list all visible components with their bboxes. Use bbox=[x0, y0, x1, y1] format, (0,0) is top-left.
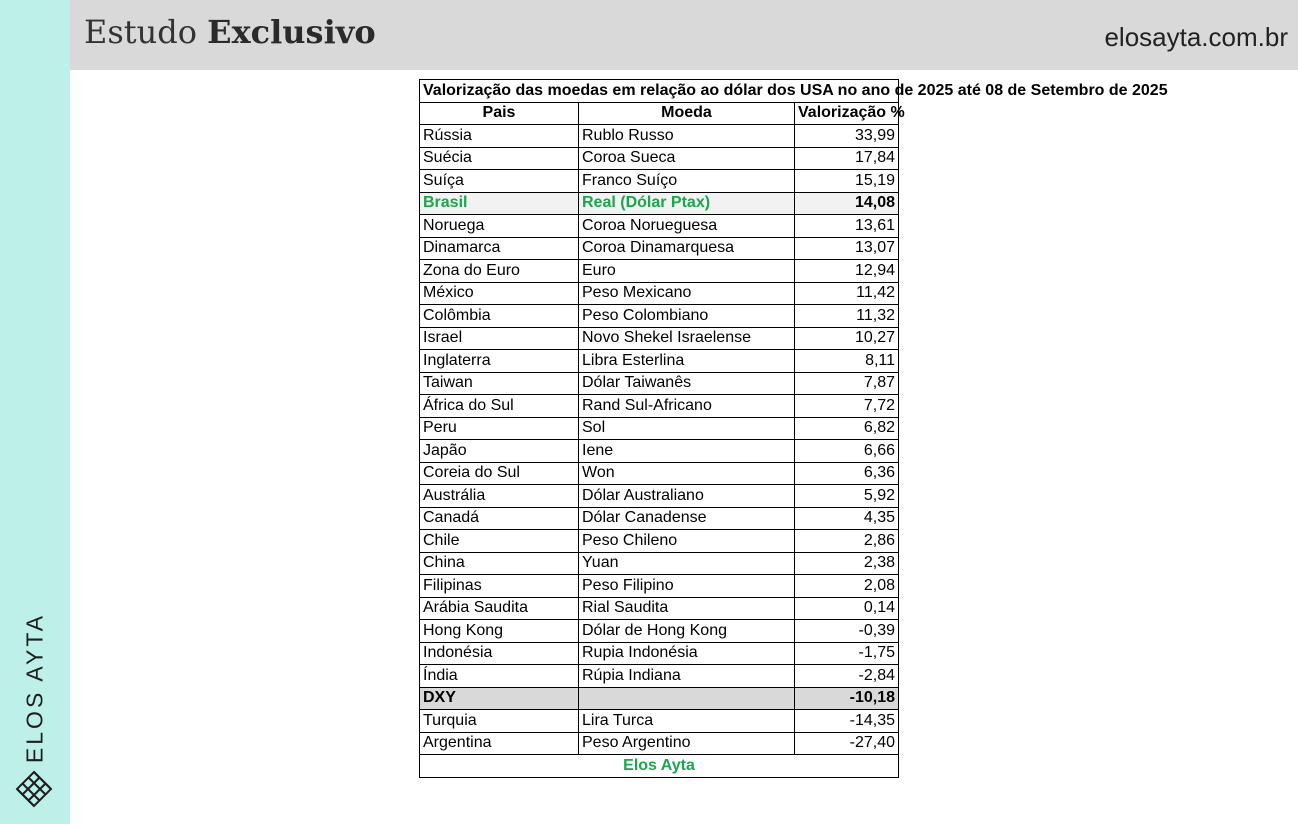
cell-valorizacao: 10,27 bbox=[795, 327, 899, 350]
cell-pais: Indonésia bbox=[420, 642, 579, 665]
cell-pais: Argentina bbox=[420, 732, 579, 755]
cell-valorizacao: 5,92 bbox=[795, 485, 899, 508]
table-row bbox=[420, 237, 899, 260]
cell-valorizacao: 11,32 bbox=[795, 305, 899, 328]
cell-valorizacao: -1,75 bbox=[795, 642, 899, 665]
cell-pais: Zona do Euro bbox=[420, 260, 579, 283]
table-row bbox=[420, 192, 899, 215]
table-row bbox=[420, 485, 899, 508]
table-row bbox=[420, 732, 899, 755]
cell-pais: Suécia bbox=[420, 147, 579, 170]
table-row bbox=[420, 620, 899, 643]
cell-pais: DXY bbox=[420, 687, 579, 710]
table-row bbox=[420, 530, 899, 553]
table-row bbox=[420, 170, 899, 193]
cell-valorizacao: -14,35 bbox=[795, 710, 899, 733]
cell-valorizacao: 0,14 bbox=[795, 597, 899, 620]
table-row bbox=[420, 687, 899, 710]
cell-valorizacao: 15,19 bbox=[795, 170, 899, 193]
cell-moeda: Rand Sul-Africano bbox=[579, 395, 795, 418]
cell-valorizacao: 2,86 bbox=[795, 530, 899, 553]
table-row bbox=[420, 462, 899, 485]
table-row bbox=[420, 282, 899, 305]
cell-pais: Arábia Saudita bbox=[420, 597, 579, 620]
cell-valorizacao: 13,07 bbox=[795, 237, 899, 260]
cell-valorizacao: 11,42 bbox=[795, 282, 899, 305]
table-row bbox=[420, 395, 899, 418]
cell-valorizacao: -27,40 bbox=[795, 732, 899, 755]
table-row bbox=[420, 417, 899, 440]
cell-moeda: Lira Turca bbox=[579, 710, 795, 733]
table-row bbox=[420, 597, 899, 620]
table-row bbox=[420, 710, 899, 733]
cell-moeda: Iene bbox=[579, 440, 795, 463]
cell-moeda: Peso Argentino bbox=[579, 732, 795, 755]
table-row bbox=[420, 372, 899, 395]
cell-valorizacao: -10,18 bbox=[795, 687, 899, 710]
cell-pais: Noruega bbox=[420, 215, 579, 238]
table-row bbox=[420, 642, 899, 665]
cell-moeda: Peso Filipino bbox=[579, 575, 795, 598]
table-row bbox=[420, 552, 899, 575]
cell-moeda: Rublo Russo bbox=[579, 125, 795, 148]
currency-table bbox=[419, 79, 1168, 778]
cell-moeda: Won bbox=[579, 462, 795, 485]
cell-pais: Coreia do Sul bbox=[420, 462, 579, 485]
table-row bbox=[420, 215, 899, 238]
table-row bbox=[420, 305, 899, 328]
page-title-regular: Estudo bbox=[84, 13, 208, 51]
page-title-bold: Exclusivo bbox=[207, 13, 376, 51]
cell-moeda: Dólar Australiano bbox=[579, 485, 795, 508]
cell-valorizacao: 33,99 bbox=[795, 125, 899, 148]
cell-moeda: Rúpia Indiana bbox=[579, 665, 795, 688]
cell-pais: México bbox=[420, 282, 579, 305]
cell-moeda: Franco Suíço bbox=[579, 170, 795, 193]
cell-pais: Chile bbox=[420, 530, 579, 553]
header-bar bbox=[70, 0, 1298, 70]
cell-moeda: Dólar Canadense bbox=[579, 507, 795, 530]
cell-valorizacao: 7,72 bbox=[795, 395, 899, 418]
diamond-grid-logo-icon bbox=[13, 768, 55, 810]
cell-pais: China bbox=[420, 552, 579, 575]
table-row bbox=[420, 327, 899, 350]
cell-pais: Canadá bbox=[420, 507, 579, 530]
cell-pais: Colômbia bbox=[420, 305, 579, 328]
cell-moeda: Coroa Norueguesa bbox=[579, 215, 795, 238]
site-url: elosayta.com.br bbox=[1104, 22, 1288, 52]
sidebar bbox=[0, 0, 70, 824]
cell-moeda: Rial Saudita bbox=[579, 597, 795, 620]
cell-moeda: Coroa Dinamarquesa bbox=[579, 237, 795, 260]
cell-valorizacao: 8,11 bbox=[795, 350, 899, 373]
cell-pais: Filipinas bbox=[420, 575, 579, 598]
table-row bbox=[420, 507, 899, 530]
table-row bbox=[420, 260, 899, 283]
cell-moeda: Euro bbox=[579, 260, 795, 283]
cell-pais: Índia bbox=[420, 665, 579, 688]
cell-moeda: Peso Chileno bbox=[579, 530, 795, 553]
cell-moeda: Dólar Taiwanês bbox=[579, 372, 795, 395]
cell-pais: Rússia bbox=[420, 125, 579, 148]
cell-pais: Hong Kong bbox=[420, 620, 579, 643]
cell-pais: Inglaterra bbox=[420, 350, 579, 373]
cell-pais: Peru bbox=[420, 417, 579, 440]
cell-valorizacao: 4,35 bbox=[795, 507, 899, 530]
cell-moeda: Real (Dólar Ptax) bbox=[579, 192, 795, 215]
table-row bbox=[420, 147, 899, 170]
cell-pais: Japão bbox=[420, 440, 579, 463]
column-header-pais: Pais bbox=[420, 102, 579, 125]
cell-moeda: Coroa Sueca bbox=[579, 147, 795, 170]
cell-pais: Taiwan bbox=[420, 372, 579, 395]
cell-moeda: Yuan bbox=[579, 552, 795, 575]
cell-valorizacao: 2,08 bbox=[795, 575, 899, 598]
table-row bbox=[420, 440, 899, 463]
cell-valorizacao: 17,84 bbox=[795, 147, 899, 170]
cell-moeda: Peso Colombiano bbox=[579, 305, 795, 328]
cell-pais: Suíça bbox=[420, 170, 579, 193]
cell-valorizacao: 2,38 bbox=[795, 552, 899, 575]
brand-vertical-text: ELOS AYTA bbox=[21, 612, 48, 764]
table-row bbox=[420, 350, 899, 373]
cell-moeda bbox=[579, 687, 795, 710]
table-footer: Elos Ayta bbox=[420, 755, 899, 778]
cell-pais: Turquia bbox=[420, 710, 579, 733]
cell-moeda: Peso Mexicano bbox=[579, 282, 795, 305]
cell-pais: Israel bbox=[420, 327, 579, 350]
table-row bbox=[420, 665, 899, 688]
table-row bbox=[420, 125, 899, 148]
column-header-moeda: Moeda bbox=[579, 102, 795, 125]
cell-pais: Brasil bbox=[420, 192, 579, 215]
cell-moeda: Sol bbox=[579, 417, 795, 440]
table-title: Valorização das moedas em relação ao dólar dos USA no ano de 2025 até 08 de Setembro de 2025 bbox=[420, 80, 899, 103]
cell-valorizacao: 13,61 bbox=[795, 215, 899, 238]
cell-valorizacao: 6,66 bbox=[795, 440, 899, 463]
cell-valorizacao: 6,36 bbox=[795, 462, 899, 485]
cell-valorizacao: 14,08 bbox=[795, 192, 899, 215]
column-header-valorizacao: Valorização % bbox=[795, 102, 899, 125]
page-title bbox=[84, 13, 376, 51]
cell-valorizacao: -2,84 bbox=[795, 665, 899, 688]
cell-pais: Austrália bbox=[420, 485, 579, 508]
cell-pais: África do Sul bbox=[420, 395, 579, 418]
cell-valorizacao: 7,87 bbox=[795, 372, 899, 395]
cell-valorizacao: -0,39 bbox=[795, 620, 899, 643]
cell-moeda: Novo Shekel Israelense bbox=[579, 327, 795, 350]
cell-valorizacao: 6,82 bbox=[795, 417, 899, 440]
cell-moeda: Rupia Indonésia bbox=[579, 642, 795, 665]
table-row bbox=[420, 575, 899, 598]
cell-valorizacao: 12,94 bbox=[795, 260, 899, 283]
cell-moeda: Libra Esterlina bbox=[579, 350, 795, 373]
cell-pais: Dinamarca bbox=[420, 237, 579, 260]
cell-moeda: Dólar de Hong Kong bbox=[579, 620, 795, 643]
